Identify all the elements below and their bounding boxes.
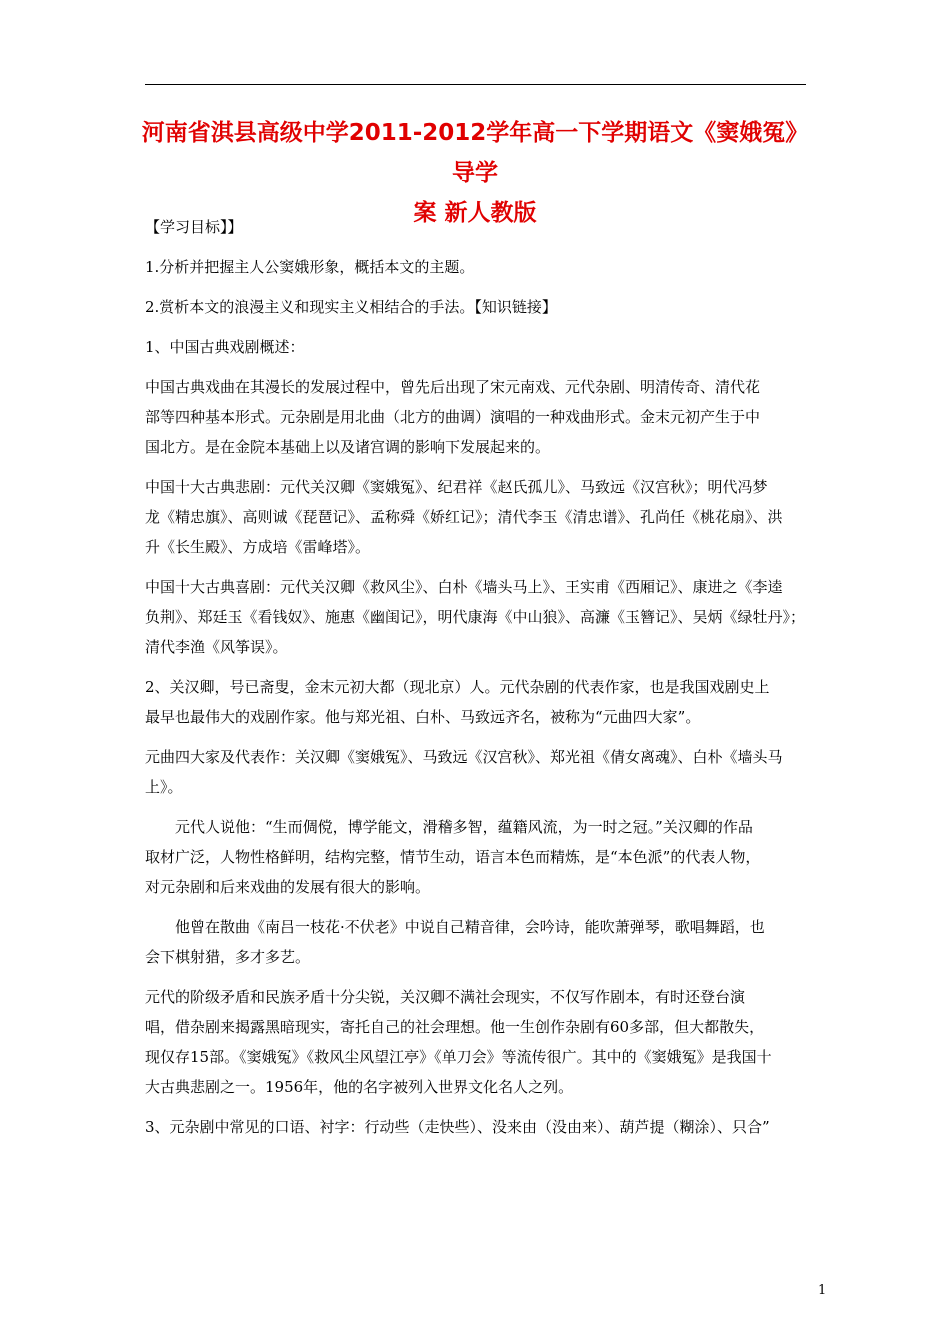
text-line: 元代的阶级矛盾和民族矛盾十分尖锐，关汉卿不满社会现实，不仅写作剧本，有时还登台演 bbox=[145, 988, 746, 1006]
text-line: 对元杂剧和后来戏曲的发展有很大的影响。 bbox=[145, 878, 431, 896]
text-line: 1、中国古典戏剧概述： bbox=[145, 338, 305, 356]
text-line: 元曲四大家及代表作：关汉卿《窦娥冤》、马致远《汉宫秋》、郑光祖《倩女离魂》、白朴《墙头马 bbox=[145, 748, 783, 766]
document-body bbox=[145, 212, 810, 1142]
title-line-2: 案 新人教版 bbox=[413, 200, 537, 226]
text-line: 3、元杂剧中常见的口语、衬字：行动些（走快些）、没来由（没由来）、葫芦提（糊涂）、只合” bbox=[145, 1118, 770, 1136]
text-line: 现仅存15部。《窦娥冤》《救风尘风望江亭》《单刀会》等流传很广。其中的《窦娥冤》是我国十 bbox=[145, 1048, 772, 1066]
text-line: 中国十大古典悲剧：元代关汉卿《窦娥冤》、纪君祥《赵氏孤儿》、马致远《汉宫秋》；明代冯梦 bbox=[145, 478, 768, 496]
title-line-1: 河南省淇县高级中学2011-2012学年高一下学期语文《窦娥冤》导学 bbox=[141, 120, 809, 186]
section-heading: 【学习目标】】 bbox=[145, 218, 243, 236]
text-line: 2.赏析本文的浪漫主义和现实主义相结合的手法。【知识链接】 bbox=[145, 298, 557, 316]
text-line: 清代李渔《风筝误》。 bbox=[145, 638, 288, 656]
text-line: 取材广泛，人物性格鲜明，结构完整，情节生动，语言本色而精炼，是“本色派”的代表人物， bbox=[145, 848, 761, 866]
text-line: 大古典悲剧之一。1956年，他的名字被列入世界文化名人之列。 bbox=[145, 1078, 574, 1096]
text-line: 中国十大古典喜剧：元代关汉卿《救风尘》、白朴《墙头马上》、王实甫《西厢记》、康进之《李逵 bbox=[145, 578, 783, 596]
text-line: 2、关汉卿，号已斋叟，金末元初大都（现北京）人。元代杂剧的代表作家，也是我国戏剧史上 bbox=[145, 678, 770, 696]
text-line: 上》。 bbox=[145, 778, 183, 796]
text-line: 国北方。是在金院本基础上以及诸宫调的影响下发展起来的。 bbox=[145, 438, 551, 456]
page-number: 1 bbox=[818, 1283, 827, 1298]
text-line: 部等四种基本形式。元杂剧是用北曲（北方的曲调）演唱的一种戏曲形式。金末元初产生于中 bbox=[145, 408, 761, 426]
header-rule bbox=[145, 84, 806, 85]
text-line: 中国古典戏曲在其漫长的发展过程中，曾先后出现了宋元南戏、元代杂剧、明清传奇、清代花 bbox=[145, 378, 761, 396]
text-line: 最早也最伟大的戏剧作家。他与郑光祖、白朴、马致远齐名，被称为“元曲四大家”。 bbox=[145, 708, 701, 726]
text-line: 元代人说他：“生而倜傥，博学能文，滑稽多智，蕴籍风流，为一时之冠。”关汉卿的作品 bbox=[175, 818, 753, 836]
text-line: 他曾在散曲《南吕一枝花·不伏老》中说自己精音律，会吟诗，能吹萧弹琴，歌唱舞蹈，也 bbox=[175, 918, 765, 936]
text-line: 唱，借杂剧来揭露黑暗现实，寄托自己的社会理想。他一生创作杂剧有60多部，但大都散失， bbox=[145, 1018, 765, 1036]
text-line: 升《长生殿》、方成培《雷峰塔》。 bbox=[145, 538, 371, 556]
text-line: 1.分析并把握主人公窦娥形象，概括本文的主题。 bbox=[145, 258, 475, 276]
text-line: 负荆》、郑廷玉《看钱奴》、施惠《幽闺记》，明代康海《中山狼》、高濂《玉簪记》、吴炳《绿牡丹》； bbox=[145, 608, 806, 626]
text-line: 龙《精忠旗》、高则诚《琵琶记》、孟称舜《娇红记》；清代李玉《清忠谱》、孔尚任《桃花扇》、洪 bbox=[145, 508, 783, 526]
text-line: 会下棋射猎，多才多艺。 bbox=[145, 948, 311, 966]
